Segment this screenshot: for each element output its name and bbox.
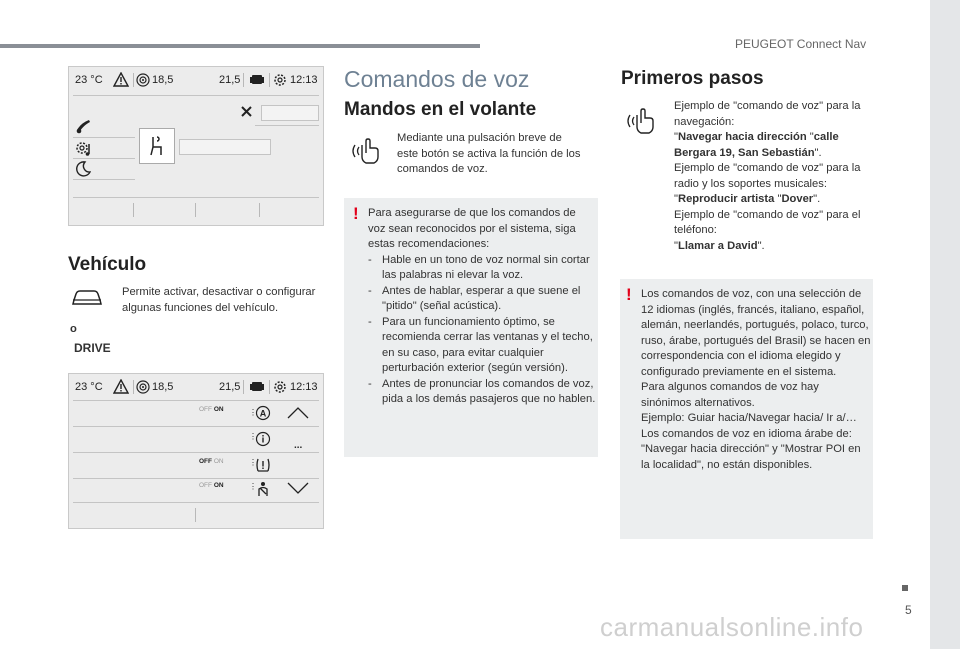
- vehicle-heading: Vehículo: [68, 254, 147, 275]
- dots-icon: ⋮: [249, 432, 257, 441]
- settings-icon: [272, 379, 288, 395]
- car-icon: [70, 286, 104, 308]
- dots-icon: ⋮: [249, 482, 257, 491]
- voice-examples: [674, 99, 864, 254]
- seat-icon: [148, 135, 166, 157]
- voice-button-icon: [625, 107, 657, 137]
- media-icon: [249, 73, 265, 87]
- drive-screen-illustration: [68, 373, 324, 529]
- right-temp: 21,5: [219, 381, 241, 393]
- warning-icon: [113, 379, 129, 394]
- voice-tips-intro: Para asegurarse de que los comandos de voz sean reconocidos por el sistema, siga estas recomendaciones:: [368, 207, 576, 250]
- list-item: - Antes de pronunciar los comandos de voz, pida a los demás pasajeros que no hablen.: [368, 377, 596, 408]
- header-rule: [0, 44, 480, 48]
- arabic-paragraph: Los comandos de voz en idioma árabe de: "Navegar hacia dirección" y "Mostrar POI en la localidad", no están disponibles.: [641, 427, 861, 471]
- languages-paragraph: Los comandos de voz, con una selección de 12 idiomas (inglés, francés, italiano, español, alemán, neerlandés, portugués, polaco, turco, ruso, árabe, portugués del Brasil) se hacen en correspondencia con el idioma elegido y configurado previamente en el sistema.: [641, 288, 871, 378]
- voice-tips-text: [368, 206, 596, 408]
- vehicle-brush-icon: [75, 117, 93, 135]
- vehicle-screen-illustration: [68, 66, 324, 226]
- outside-temp: 23 °C: [75, 381, 103, 393]
- steering-controls-heading: Mandos en el volante: [344, 99, 537, 120]
- warning-mark-icon: !: [626, 285, 632, 304]
- settings-icon: [272, 72, 288, 88]
- dots-icon: ⋮: [249, 458, 257, 467]
- left-temp: 18,5: [152, 381, 174, 393]
- voice-button-icon: [350, 137, 382, 167]
- dots-icon: ⋮: [249, 408, 257, 417]
- nav-example-command: "Navegar hacia dirección "calle Bergara 19, San Sebastián".: [674, 131, 839, 159]
- list-item: - Antes de hablar, esperar a que suene el "pitido" (señal acústica).: [368, 284, 596, 315]
- status-bar: [69, 67, 323, 93]
- settings-audio-icon: [74, 140, 94, 158]
- option-slot: [261, 105, 319, 121]
- tyre-alert-icon: [255, 457, 271, 473]
- voice-button-description: Mediante una pulsación breve de este botón se activa la función de los comandos de voz.: [397, 132, 581, 175]
- status-bar: [69, 374, 323, 400]
- chevron-down-icon: [287, 482, 309, 494]
- voice-tips-list: [368, 253, 596, 408]
- outside-temp: 23 °C: [75, 74, 103, 86]
- languages-note: [620, 279, 873, 539]
- close-icon: [240, 105, 253, 118]
- left-temp: 18,5: [152, 74, 174, 86]
- clock: 12:13: [290, 381, 318, 393]
- night-mode-icon: [75, 161, 91, 177]
- clock: 12:13: [290, 74, 318, 86]
- warning-icon: [113, 72, 129, 87]
- chevron-up-icon: [287, 407, 309, 419]
- media-icon: [249, 380, 265, 394]
- voice-tips-note: [344, 198, 598, 457]
- list-item: - Para un funcionamiento óptimo, se recomienda cerrar las ventanas y el techo, en su caso, para evitar cualquier perturbación exterior (según versión).: [368, 315, 596, 377]
- brand-label: PEUGEOT Connect Nav: [735, 37, 867, 51]
- list-item: - Hable en un tono de voz normal sin cortar las palabras ni elevar la voz.: [368, 253, 596, 284]
- phone-example-command: "Llamar a David".: [674, 239, 765, 252]
- watermark: carmanualsonline.info: [600, 612, 864, 642]
- continue-marker: [902, 585, 908, 591]
- page-edge-band: [930, 0, 960, 649]
- navigation-icon: [136, 380, 150, 394]
- vehicle-description: Permite activar, desactivar o configurar algunas funciones del vehículo.: [122, 286, 316, 314]
- radio-example-command: "Reproducir artista "Dover".: [674, 193, 821, 205]
- navigation-icon: [136, 73, 150, 87]
- auto-function-icon: [255, 405, 271, 421]
- drive-label: DRIVE: [74, 341, 111, 355]
- radio-example-label: Ejemplo de "comando de voz" para la radio y los soportes musicales:: [674, 162, 861, 190]
- row4-toggle: OFF ON: [199, 482, 224, 489]
- warning-mark-icon: !: [353, 204, 359, 223]
- synonyms-paragraph: Para algunos comandos de voz hay sinónimos alternativos.: [641, 381, 819, 409]
- right-temp: 21,5: [219, 74, 241, 86]
- voice-commands-title: Comandos de voz: [344, 66, 530, 92]
- option-slot: [179, 139, 271, 155]
- seatbelt-icon: [255, 481, 271, 497]
- row1-toggle: OFF ON: [199, 406, 224, 413]
- info-icon: [255, 431, 271, 447]
- page-number: 5: [905, 603, 912, 617]
- row3-toggle: OFF ON: [199, 458, 224, 465]
- nav-example-label: Ejemplo de "comando de voz" para la navegación:: [674, 100, 861, 128]
- phone-example-label: Ejemplo de "comando de voz" para el teléfono:: [674, 208, 861, 236]
- languages-text: [641, 287, 871, 473]
- driver-profile-tile: [139, 128, 175, 164]
- svg-text:A: A: [259, 408, 267, 419]
- synonyms-example: Ejemplo: Guiar hacia/Navegar hacia/ Ir a/…: [641, 412, 857, 424]
- or-label: o: [70, 323, 77, 335]
- first-steps-heading: Primeros pasos: [621, 68, 764, 89]
- more-indicator: ...: [294, 440, 303, 451]
